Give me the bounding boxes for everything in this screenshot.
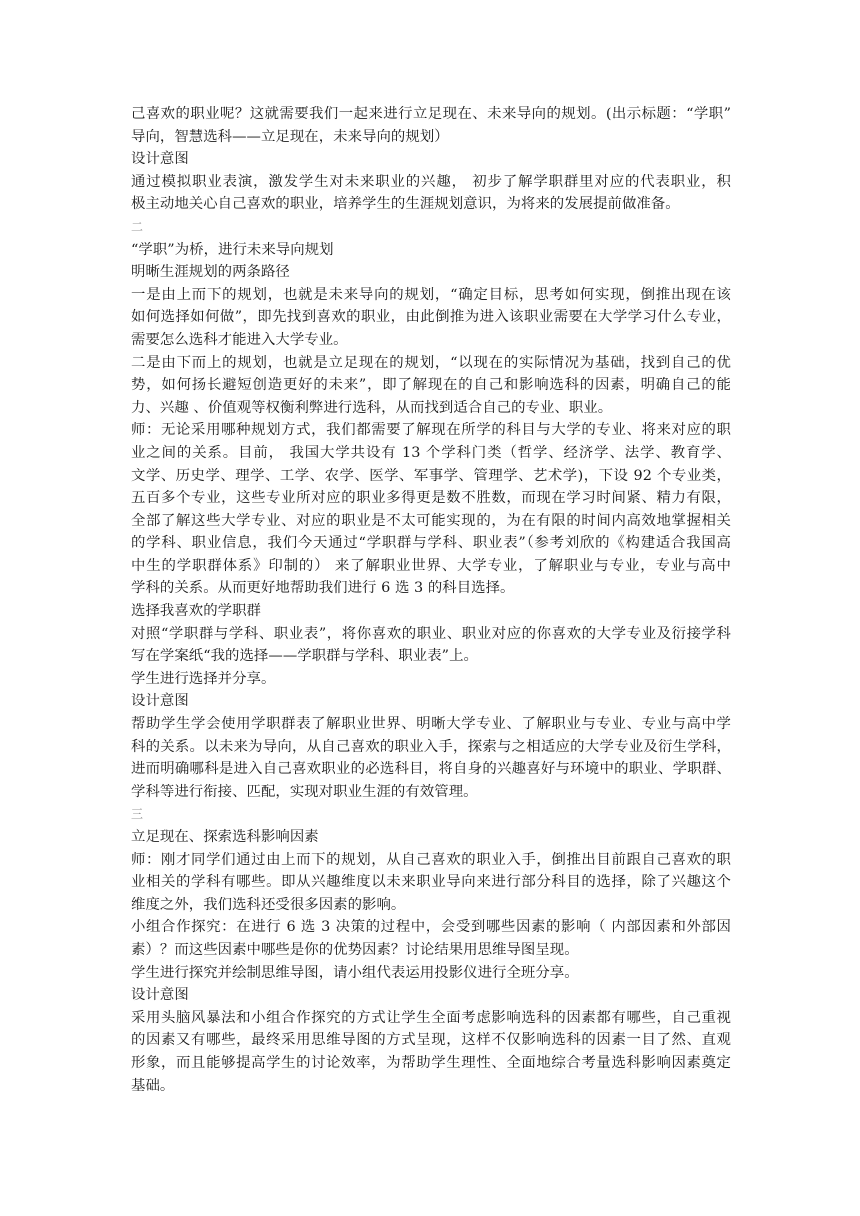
text-line: 中生的学职群体系》印制的） 来了解职业世界、大学专业，了解职业与专业，专业与高中: [131, 557, 731, 574]
text-line: 设计意图: [131, 693, 189, 710]
text-line: 的学科、职业信息，我们今天通过“学职群与学科、职业表”（参考刘欣的《构建适合我国高: [131, 535, 731, 552]
text-line: 采用头脑风暴法和小组合作探究的方式让学生全面考虑影响选科的因素都有哪些，自己重视: [131, 1009, 731, 1026]
document-body: [131, 103, 731, 1097]
text-line: 一是由上而下的规划，也就是未来导向的规划，“确定目标，思考如何实现，倒推出现在该: [131, 286, 732, 303]
text-line: 学生进行选择并分享。: [131, 670, 276, 687]
text-line: 素）？而这些因素中哪些是你的优势因素？讨论结果用思维导图呈现。: [131, 941, 579, 958]
section-number: 二: [131, 219, 144, 234]
text-line: 立足现在、探索选科影响因素: [131, 829, 319, 845]
text-line: 学科等进行衔接、匹配，实现对职业生涯的有效管理。: [131, 783, 478, 800]
text-line: 对照“学职群与学科、职业表”，将你喜欢的职业、职业对应的你喜欢的大学专业及衍接学科: [131, 625, 731, 642]
text-line: 学科的关系。从而更好地帮助我们进行 6 选 3 的科目选择。: [131, 580, 515, 597]
text-line: 如何选择如何做”，即先找到喜欢的职业，由此倒推为进入该职业需要在大学学习什么专业，: [131, 309, 731, 326]
text-line: 选择我喜欢的学职群: [131, 603, 261, 620]
text-line: 学生进行探究并绘制思维导图，请小组代表运用投影仪进行全班分享。: [131, 964, 579, 981]
text-line: 师：刚才同学们通过由上而下的规划，从自己喜欢的职业入手，倒推出目前跟自己喜欢的职: [131, 851, 731, 868]
text-line: 势，如何扬长避短创造更好的未来”，即了解现在的自己和影响选科的因素，明确自己的能: [131, 377, 731, 394]
text-line: 己喜欢的职业呢？这就需要我们一起来进行立足现在、未来导向的规划。(出示标题：“学职”: [131, 106, 731, 122]
text-line: 导向，智慧选科——立足现在，未来导向的规划）: [131, 128, 449, 145]
text-line: 五百多个专业，这些专业所对应的职业多得更是数不胜数，而现在学习时间紧、精力有限，: [131, 490, 731, 507]
text-line: 设计意图: [131, 987, 189, 1004]
text-line: 科的关系。以未来为导向，从自己喜欢的职业入手，探索与之相适应的大学专业及衍生学科，: [131, 738, 731, 755]
text-line: 二是由下而上的规划，也就是立足现在的规划，“以现在的实际情况为基础，找到自己的优: [131, 354, 732, 371]
text-line: 维度之外，我们选科还受很多因素的影响。: [131, 896, 406, 913]
text-line: “学职”为桥，进行未来导向规划: [131, 241, 334, 258]
text-line: 力、兴趣 、价值观等权衡利弊进行选科，从而找到适合自己的专业、职业。: [131, 399, 613, 416]
text-line: 明晰生涯规划的两条路径: [131, 264, 290, 281]
text-line: 通过模拟职业表演，激发学生对未来职业的兴趣， 初步了解学职群里对应的代表职业，积: [131, 173, 731, 190]
text-line: 形象，而且能够提高学生的讨论效率，为帮助学生理性、全面地综合考量选科影响因素奠定: [131, 1054, 731, 1071]
text-line: 进而明确哪科是进入自己喜欢职业的必选科目，将自身的兴趣喜好与环境中的职业、学职群、: [131, 761, 731, 778]
text-line: 的因素又有哪些，最终采用思维导图的方式呈现，这样不仅影响选科的因素一目了然、直观: [131, 1032, 731, 1049]
text-line: 全部了解这些大学专业、对应的职业是不太可能实现的，为在有限的时间内高效地掌握相关: [131, 512, 731, 529]
text-line: 帮助学生学会使用学职群表了解职业世界、明晰大学专业、了解职业与专业、专业与高中学: [131, 716, 731, 733]
text-line: 极主动地关心自己喜欢的职业，培养学生的生涯规划意识，为将来的发展提前做准备。: [131, 196, 680, 213]
text-line: 需要怎么选科才能进入大学专业。: [131, 331, 348, 348]
text-line: 业之间的关系。目前， 我国大学共设有 13 个学科门类（哲学、经济学、法学、教育学、: [131, 444, 731, 461]
text-line: 设计意图: [131, 151, 189, 168]
text-line: 师：无论采用哪种规划方式，我们都需要了解现在所学的科目与大学的专业、将来对应的职: [131, 422, 731, 439]
text-line: 业相关的学科有哪些。即从兴趣维度以未来职业导向来进行部分科目的选择，除了兴趣这个: [131, 874, 731, 891]
text-line: 基础。: [131, 1077, 175, 1094]
text-line: 写在学案纸“我的选择——学职群与学科、职业表”上。: [131, 648, 478, 665]
text-line: 文学、历史学、理学、工学、农学、医学、军事学、管理学、艺术学)，下设 92 个专业类，: [131, 467, 731, 484]
text-line: 小组合作探究：在进行 6 选 3 决策的过程中，会受到哪些因素的影响（ 内部因素和外部因: [131, 919, 731, 936]
section-number: 三: [131, 807, 144, 822]
